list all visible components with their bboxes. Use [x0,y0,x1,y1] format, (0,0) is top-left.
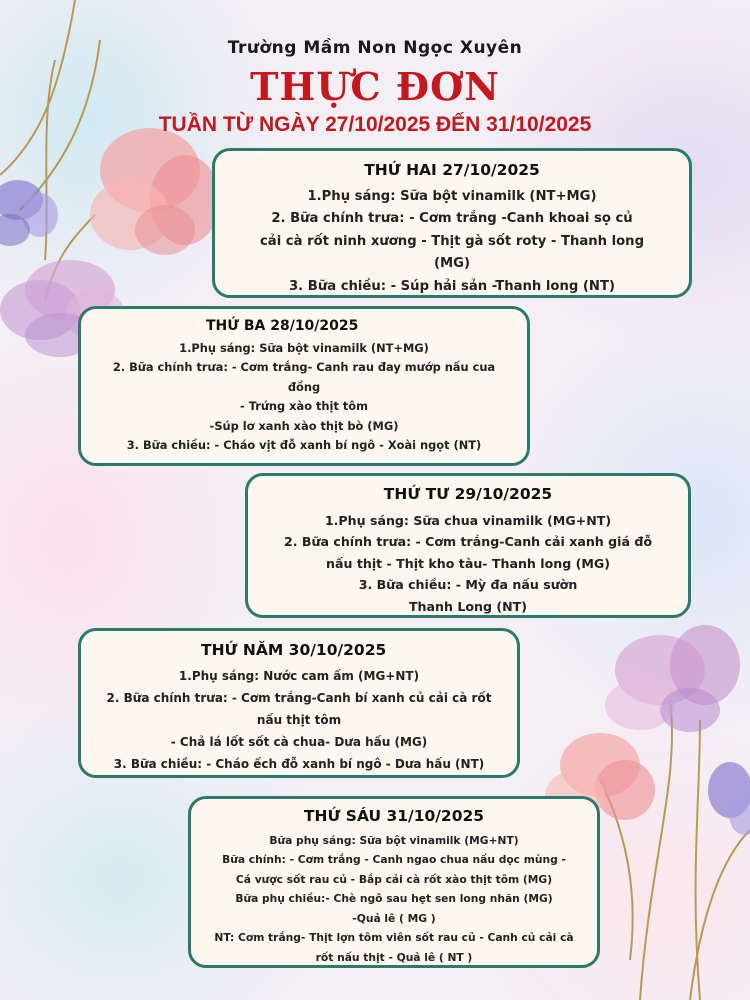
menu-card-wednesday [245,473,691,618]
menu-line: 3. Bữa chiều: - Cháo ếch đỗ xanh bí ngô - Dưa hấu (NT) [113,757,485,771]
menu-line: -Quả lê ( MG ) [352,911,436,925]
day-heading: THỨ BA 28/10/2025 [206,318,359,334]
menu-line: 3. Bữa chiều: - Súp hải sản -Thanh long (NT) [288,278,615,294]
menu-line: Bữa chính: - Cơm trắng - Canh ngao chua nấu dọc mùng - [222,853,566,866]
week-range: TUẦN TỪ NGÀY 27/10/2025 ĐẾN 31/10/2025 [158,113,592,136]
menu-card-tuesday [78,306,530,466]
menu-card-monday [212,148,692,298]
menu-line: 2. Bữa chính trưa: - Cơm trắng -Canh khoai sọ củ [271,211,633,226]
day-heading: THỨ HAI 27/10/2025 [364,161,540,179]
menu-line: NT: Cơm trắng- Thịt lợn tôm viên sốt rau củ - Canh củ cải cà [214,931,574,944]
menu-line: nấu thịt - Thịt kho tàu- Thanh long (MG) [326,555,610,571]
menu-line: rốt nấu thịt - Quả lê ( NT ) [315,950,473,964]
purple-flower-top-left [0,180,58,246]
menu-line: -Súp lơ xanh xào thịt bò (MG) [209,418,399,433]
menu-line: Bữa phụ sáng: Sữa bột vinamilk (MG+NT) [269,833,519,847]
school-name: Trường Mầm Non Ngọc Xuyên [227,38,523,58]
menu-line: 3. Bữa chiều: - Cháo vịt đỗ xanh bí ngô - Xoài ngọt (NT) [126,438,482,452]
menu-line: Thanh Long (NT) [408,598,528,614]
pink-flower-top-left [90,128,220,255]
menu-line: 1.Phụ sáng: Sữa chua vinamilk (MG+NT) [324,512,612,528]
menu-line: - Trứng xào thịt tôm [240,399,368,413]
day-heading: THỨ NĂM 30/10/2025 [201,641,387,659]
menu-line: 2. Bữa chính trưa: - Cơm trắng-Canh bí xanh củ cải cà rốt [106,691,492,705]
menu-line: 1.Phụ sáng: Sữa bột vinamilk (NT+MG) [307,188,597,204]
menu-line: Cá vược sốt rau củ - Bắp cải cà rốt xào thịt tôm (MG) [235,872,553,886]
blue-flower-bottom-right [708,762,750,835]
day-heading: THỨ TƯ 29/10/2025 [383,485,553,503]
menu-line: 2. Bữa chính trưa: - Cơm trắng-Canh cải xanh giá đỗ [283,534,653,549]
menu-line: - Chả lá lốt sốt cà chua- Dưa hấu (MG) [170,735,428,749]
menu-line: 2. Bữa chính trưa: - Cơm trắng- Canh rau đay mướp nấu cua [112,360,496,374]
menu-line: đồng [287,379,321,394]
menu-card-thursday [78,628,520,778]
menu-title: THỰC ĐƠN [250,64,500,109]
menu-line: Bữa phụ chiều:- Chè ngô sau hẹt sen long nhãn (MG) [235,892,553,905]
menu-line: 3. Bữa chiều: - Mỳ đa nấu sườn [358,577,578,592]
day-heading: THỨ SÁU 31/10/2025 [303,807,485,825]
menu-line: (MG) [433,256,470,271]
menu-line: 1.Phụ sáng: Nước cam ấm (MG+NT) [178,669,420,683]
menu-card-friday [188,796,600,968]
menu-line: 1.Phụ sáng: Sữa bột vinamilk (NT+MG) [179,340,429,355]
menu-line: nấu thịt tôm [256,713,342,727]
menu-line: cải cà rốt ninh xương - Thịt gà sốt roty - Thanh long [259,233,645,249]
violet-flower-bottom-right [605,625,740,732]
